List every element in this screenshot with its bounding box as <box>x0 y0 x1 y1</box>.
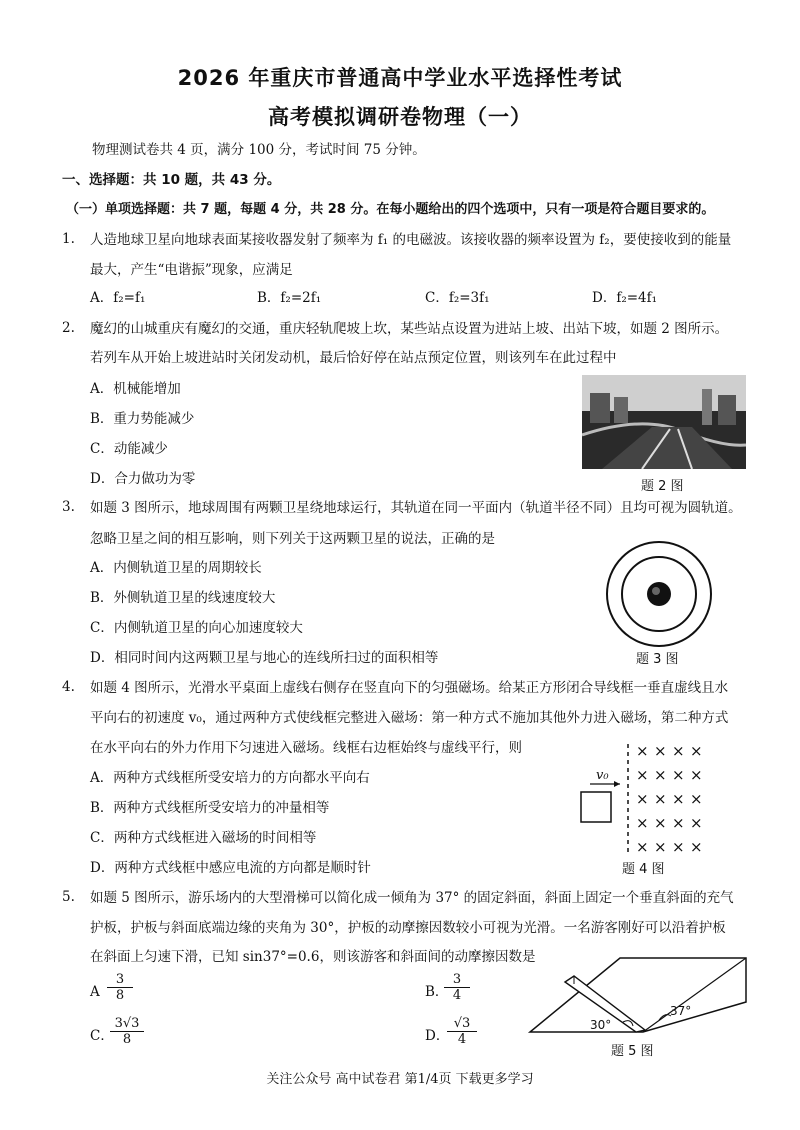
svg-text:×: × <box>654 814 667 832</box>
light-rail-photo <box>582 375 746 469</box>
question-text: 平向右的初速度 v₀，通过两种方式使线框完整进入磁场：第一种方式不施加其他外力进入磁场，第二种方式 <box>90 710 729 726</box>
svg-text:×: × <box>672 838 685 856</box>
option-b-letter: B． <box>425 984 449 1000</box>
option-d-letter: D． <box>425 1028 450 1044</box>
option-b-fraction <box>444 972 470 1003</box>
orbit-diagram <box>597 540 721 648</box>
question-text: 忽略卫星之间的相互影响，则下列关于这两颗卫星的说法，正确的是 <box>90 531 495 547</box>
svg-text:×: × <box>654 838 667 856</box>
option-b: B．外侧轨道卫星的线速度较大 <box>90 590 276 606</box>
question-text: 如题 4 图所示，光滑水平桌面上虚线右侧存在竖直向下的匀强磁场。给某正方形闭合导线框一垂直虚线且水 <box>90 680 729 696</box>
svg-text:×: × <box>654 766 667 784</box>
question-text: 若列车从开始上坡进站时关闭发动机，最后恰好停在站点预定位置，则该列车在此过程中 <box>90 350 617 366</box>
option-a: A．f₂=f₁ <box>90 290 146 306</box>
svg-text:×: × <box>690 814 703 832</box>
fraction-numerator: 3 <box>444 972 470 988</box>
question-text: 如题 3 图所示，地球周围有两颗卫星绕地球运行，其轨道在同一平面内（轨道半径不同）且均可视为圆轨道。 <box>90 500 742 516</box>
svg-text:×: × <box>672 790 685 808</box>
section-heading: 一、选择题：共 10 题，共 43 分。 <box>62 172 281 188</box>
svg-text:×: × <box>672 766 685 784</box>
question-text: 人造地球卫星向地球表面某接收器发射了频率为 f₁ 的电磁波。该接收器的频率设置为 f₂，要使接收到的能量 <box>90 232 732 248</box>
question-text: 在水平向右的外力作用下匀速进入磁场。线框右边框始终与虚线平行，则 <box>90 740 522 756</box>
svg-text:×: × <box>636 766 649 784</box>
subsection-heading: （一）单项选择题：共 7 题，每题 4 分，共 28 分。在每小题给出的四个选项中，只有一项是符合题目要求的。 <box>66 202 715 217</box>
option-d-fraction <box>447 1016 477 1047</box>
svg-text:×: × <box>636 838 649 856</box>
option-a-fraction <box>107 972 133 1003</box>
fraction-denominator: 8 <box>115 988 125 1003</box>
question-text: 护板，护板与斜面底端边缘的夹角为 30°，护板的动摩擦因数较小可视为光滑。一名游客刚好可以沿着护板 <box>90 920 726 936</box>
option-b: B．两种方式线框所受安培力的冲量相等 <box>90 800 330 816</box>
fraction-denominator: 8 <box>122 1032 132 1047</box>
question-number: 3. <box>62 499 75 515</box>
option-a-letter: A <box>90 984 100 1000</box>
fraction-numerator: √3 <box>447 1016 477 1032</box>
angle-label-37: 37° <box>670 1004 692 1018</box>
fraction-numerator: 3 <box>107 972 133 988</box>
slide-incline-diagram <box>525 950 751 1036</box>
option-b: B．f₂=2f₁ <box>257 290 322 306</box>
option-b: B．重力势能减少 <box>90 411 195 427</box>
svg-text:×: × <box>690 790 703 808</box>
question-text: 魔幻的山城重庆有魔幻的交通，重庆轻轨爬坡上坎，某些站点设置为进站上坡、出站下坡，如题 2 图所示。 <box>90 321 729 337</box>
angle-label-30: 30° <box>590 1018 612 1032</box>
option-c: C．两种方式线框进入磁场的时间相等 <box>90 830 317 846</box>
figure-caption: 题 3 图 <box>636 652 679 667</box>
option-d: D．两种方式线框中感应电流的方向都是顺时针 <box>90 860 371 876</box>
question-number: 5. <box>62 889 75 905</box>
question-text: 最大，产生“电谐振”现象，应满足 <box>90 262 293 278</box>
exam-intro: 物理测试卷共 4 页，满分 100 分，考试时间 75 分钟。 <box>92 142 426 158</box>
svg-text:×: × <box>690 766 703 784</box>
figure-caption: 题 4 图 <box>622 862 665 877</box>
svg-text:×: × <box>636 814 649 832</box>
svg-text:×: × <box>654 742 667 760</box>
svg-text:×: × <box>672 742 685 760</box>
question-text: 在斜面上匀速下滑，已知 sin37°=0.6，则该游客和斜面间的动摩擦因数是 <box>90 949 536 965</box>
option-d: D．f₂=4f₁ <box>592 290 658 306</box>
option-a: A．内侧轨道卫星的周期较长 <box>90 560 262 576</box>
exam-title: 2026 年重庆市普通高中学业水平选择性考试 <box>177 66 623 90</box>
svg-text:×: × <box>654 790 667 808</box>
fraction-numerator: 3√3 <box>110 1016 144 1032</box>
figure-caption: 题 2 图 <box>641 479 684 494</box>
svg-text:×: × <box>672 814 685 832</box>
option-c: C．动能减少 <box>90 441 168 457</box>
option-c: C．内侧轨道卫星的向心加速度较大 <box>90 620 303 636</box>
magnetic-field-diagram <box>576 740 706 856</box>
velocity-label: v₀ <box>596 768 609 783</box>
option-c-fraction <box>110 1016 144 1047</box>
option-c-letter: C． <box>90 1028 114 1044</box>
option-d: D．相同时间内这两颗卫星与地心的连线所扫过的面积相等 <box>90 650 439 666</box>
svg-text:×: × <box>690 742 703 760</box>
option-d: D．合力做功为零 <box>90 471 196 487</box>
question-number: 4. <box>62 679 75 695</box>
fraction-denominator: 4 <box>457 1032 467 1047</box>
question-text: 如题 5 图所示，游乐场内的大型滑梯可以简化成一倾角为 37° 的固定斜面，斜面上固定一个垂直斜面的充气 <box>90 890 734 906</box>
svg-text:×: × <box>636 790 649 808</box>
svg-text:×: × <box>690 838 703 856</box>
figure-caption: 题 5 图 <box>611 1044 654 1059</box>
option-a: A．两种方式线框所受安培力的方向都水平向右 <box>90 770 370 786</box>
option-c: C．f₂=3f₁ <box>425 290 490 306</box>
fraction-denominator: 4 <box>452 988 462 1003</box>
exam-subtitle: 高考模拟调研卷物理（一） <box>268 105 532 129</box>
question-number: 1. <box>62 231 75 247</box>
option-a: A．机械能增加 <box>90 381 181 397</box>
page-footer: 关注公众号 高中试卷君 第1/4页 下载更多学习 <box>266 1072 534 1087</box>
question-number: 2. <box>62 320 75 336</box>
svg-text:×: × <box>636 742 649 760</box>
